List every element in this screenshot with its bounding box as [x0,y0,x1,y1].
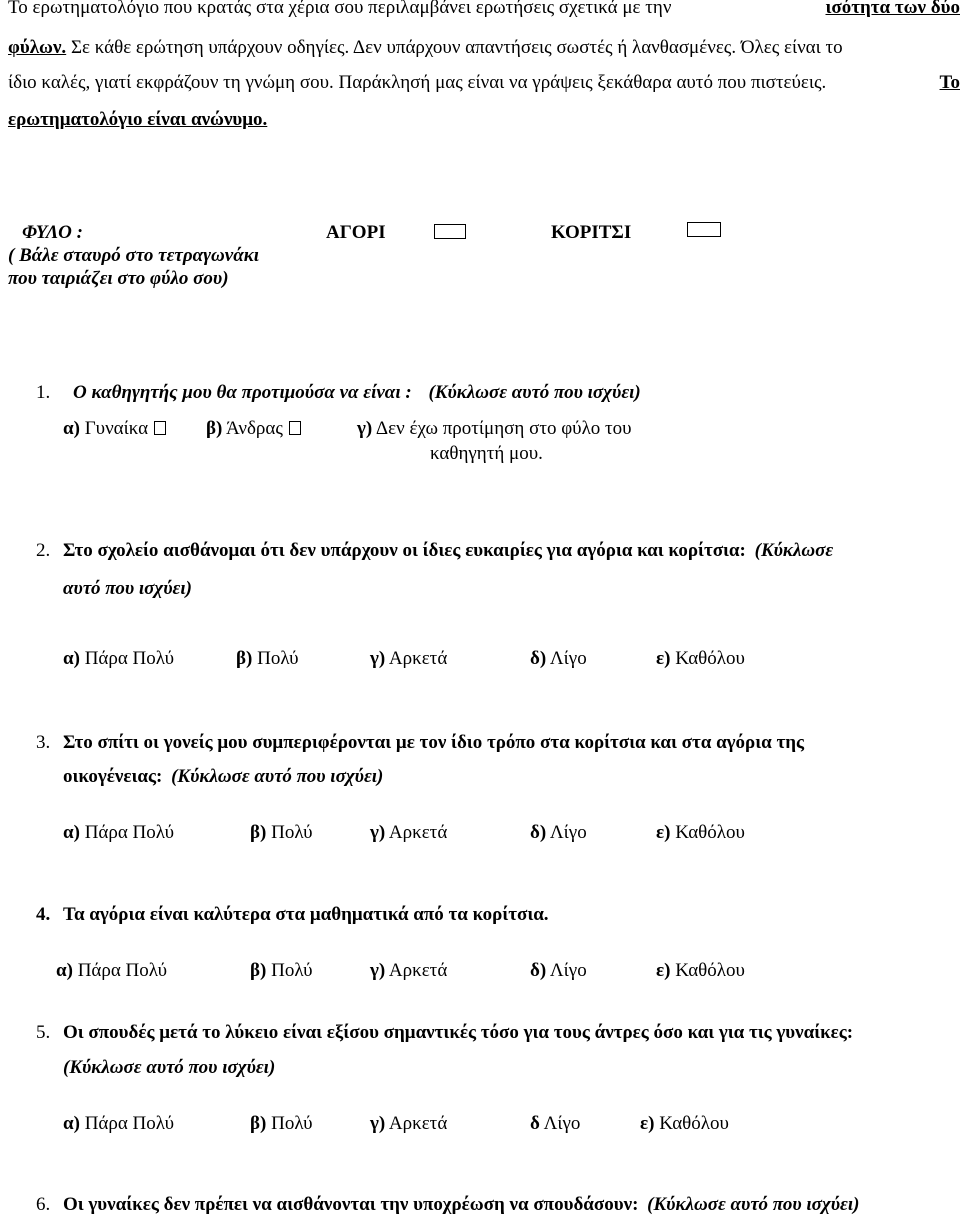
boy-checkbox[interactable] [434,224,466,239]
q1-number: 1. [36,382,51,403]
q3-e-label: Καθόλου [675,822,745,843]
q3-number: 3. [36,732,51,753]
q2-d-label: Λίγο [549,648,587,669]
intro-text-3: ίδιο καλές, γιατί εκφράζουν τη γνώμη σου. Παράκλησή μας είναι να γράψεις ξεκάθαρα αυτό που πιστεύεις. [8,72,827,93]
q4-b-label: Πολύ [271,960,313,981]
q4-d-key: δ) [530,960,547,981]
q6-text: Οι γυναίκες δεν πρέπει να αισθάνονται την υποχρέωση να σπουδάσουν: [63,1194,639,1215]
q2-a-label: Πάρα Πολύ [84,648,175,669]
q4-c-key: γ) [370,960,386,981]
q5-d-key: δ [530,1113,540,1134]
q1-a-box[interactable] [154,421,166,435]
q1-instruction: (Κύκλωσε αυτό που ισχύει) [428,382,641,403]
q2-instruction-1: (Κύκλωσε [754,540,834,561]
q4-line [36,904,549,926]
q2-option-d[interactable] [530,648,587,670]
q1-option-b[interactable] [206,418,301,440]
q1-option-c-cont [430,443,543,465]
q5-a-key: α) [63,1113,80,1134]
q6-number: 6. [36,1194,51,1215]
q3-b-label: Πολύ [271,822,313,843]
q1-b-box[interactable] [289,421,301,435]
q5-e-key: ε) [640,1113,655,1134]
q4-e-key: ε) [656,960,671,981]
q2-b-label: Πολύ [257,648,299,669]
q3-a-key: α) [63,822,80,843]
q5-e-label: Καθόλου [659,1113,729,1134]
intro-text-2: Σε κάθε ερώτηση υπάρχουν οδηγίες. Δεν υπάρχουν απαντήσεις σωστές ή λανθασμένες. Όλες είναι το [66,37,843,58]
q3-c-key: γ) [370,822,386,843]
q5-c-label: Αρκετά [388,1113,448,1134]
q5-option-d[interactable] [530,1113,580,1135]
q4-e-label: Καθόλου [675,960,745,981]
q2-option-c[interactable] [370,648,447,670]
q5-b-label: Πολύ [271,1113,313,1134]
q4-a-key: α) [56,960,73,981]
q4-option-d[interactable] [530,960,587,982]
q1-a-key: α) [63,418,80,439]
q4-b-key: β) [250,960,267,981]
q1-option-c[interactable] [357,418,632,440]
girl-text: ΚΟΡΙΤΣΙ [551,222,632,243]
q5-option-e[interactable] [640,1113,729,1135]
q5-line-1 [36,1022,853,1044]
intro-line-2 [8,37,843,59]
boy-text: ΑΓΟΡΙ [326,222,386,243]
q2-text: Στο σχολείο αισθάνομαι ότι δεν υπάρχουν οι ίδιες ευκαιρίες για αγόρια και κορίτσια: [63,540,746,561]
q5-c-key: γ) [370,1113,386,1134]
gender-label [22,222,83,244]
q5-number: 5. [36,1022,51,1043]
q4-number: 4. [36,904,51,925]
q5-option-b[interactable] [250,1113,313,1135]
q6-line [36,1194,859,1216]
intro-line-1 [8,0,960,19]
gender-hint-text-1: ( Βάλε σταυρό στο τετραγωνάκι [8,245,260,266]
q6-instruction: (Κύκλωσε αυτό που ισχύει) [647,1194,860,1215]
intro-line-3 [8,72,960,94]
intro-emphasis-3: Το [939,72,960,93]
q3-e-key: ε) [656,822,671,843]
q2-e-key: ε) [656,648,671,669]
q2-option-b[interactable] [236,648,299,670]
q3-text-2: οικογένειας: [63,766,163,787]
gender-hint-2 [8,268,229,290]
q1-text: Ο καθηγητής μου θα προτιμούσα να είναι : [73,382,412,403]
q5-b-key: β) [250,1113,267,1134]
q4-option-b[interactable] [250,960,313,982]
q3-option-a[interactable] [63,822,174,844]
q4-d-label: Λίγο [549,960,587,981]
q2-number: 2. [36,540,51,561]
q1-a-label: Γυναίκα [84,418,149,439]
q3-option-d[interactable] [530,822,587,844]
q3-c-label: Αρκετά [388,822,448,843]
q3-option-c[interactable] [370,822,447,844]
gender-hint-1 [8,245,259,267]
q4-option-e[interactable] [656,960,745,982]
q4-option-a[interactable] [56,960,167,982]
q2-c-key: γ) [370,648,386,669]
q2-line-2 [63,578,192,600]
q3-line-1 [36,732,804,754]
intro-emphasis-1: ισότητα των δύο [825,0,960,18]
q3-line-2 [63,766,383,788]
gender-girl-label [551,222,631,244]
q1-b-key: β) [206,418,223,439]
q3-text-1: Στο σπίτι οι γονείς μου συμπεριφέρονται με τον ίδιο τρόπο στα κορίτσια και στα αγόρια της [63,732,805,753]
intro-emphasis-2: φύλων. [8,37,67,58]
q2-option-e[interactable] [656,648,745,670]
q3-option-e[interactable] [656,822,745,844]
q3-a-label: Πάρα Πολύ [84,822,175,843]
q2-option-a[interactable] [63,648,174,670]
q4-a-label: Πάρα Πολύ [77,960,168,981]
q3-d-key: δ) [530,822,547,843]
q1-option-a[interactable] [63,418,166,440]
q5-instruction: (Κύκλωσε αυτό που ισχύει) [63,1057,276,1078]
q2-b-key: β) [236,648,253,669]
gender-hint-text-2: που ταιριάζει στο φύλο σου) [8,268,229,289]
q2-line-1 [36,540,833,562]
q2-e-label: Καθόλου [675,648,745,669]
q5-line-2 [63,1057,275,1079]
q4-c-label: Αρκετά [388,960,448,981]
q1-b-label: Άνδρας [226,418,283,439]
q2-a-key: α) [63,648,80,669]
q3-instruction: (Κύκλωσε αυτό που ισχύει) [171,766,384,787]
intro-text-1: Το ερωτηματολόγιο που κρατάς στα χέρια σου περιλαμβάνει ερωτήσεις σχετικά με την [8,0,672,18]
q3-option-b[interactable] [250,822,313,844]
q3-b-key: β) [250,822,267,843]
q4-option-c[interactable] [370,960,447,982]
q1-line [36,382,641,404]
q2-d-key: δ) [530,648,547,669]
q2-instruction-2: αυτό που ισχύει) [63,578,192,599]
q1-c-label: Δεν έχω προτίμηση στο φύλο του [375,418,632,439]
q1-c-key: γ) [357,418,373,439]
q5-option-a[interactable] [63,1113,174,1135]
q5-a-label: Πάρα Πολύ [84,1113,175,1134]
intro-line-4 [8,109,267,131]
gender-label-text: ΦΥΛΟ : [22,222,83,243]
q2-c-label: Αρκετά [388,648,448,669]
girl-checkbox[interactable] [687,222,721,237]
intro-emphasis-4: ερωτηματολόγιο είναι ανώνυμο. [8,109,268,130]
q5-option-c[interactable] [370,1113,447,1135]
q5-text: Οι σπουδές μετά το λύκειο είναι εξίσου σημαντικές τόσο για τους άντρες όσο και για τις γυναίκες: [63,1022,854,1043]
q1-c-label-cont: καθηγητή μου. [430,443,543,464]
q5-d-label: Λίγο [543,1113,581,1134]
gender-boy-label [326,222,386,244]
q4-text: Τα αγόρια είναι καλύτερα στα μαθηματικά από τα κορίτσια. [63,904,549,925]
q3-d-label: Λίγο [549,822,587,843]
